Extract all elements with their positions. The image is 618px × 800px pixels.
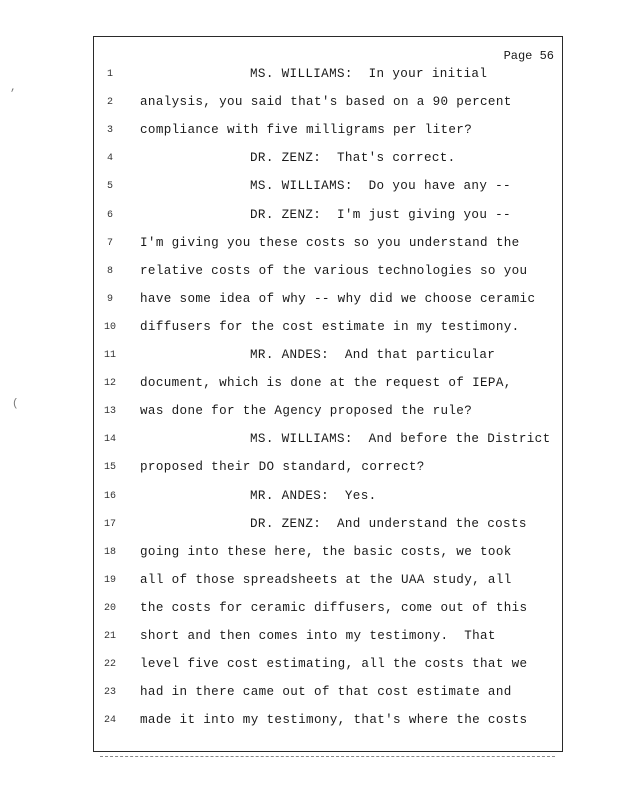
line-number: 14 bbox=[103, 434, 116, 445]
transcript-line: MS. WILLIAMS: In your initial bbox=[250, 67, 488, 81]
line-number: 7 bbox=[106, 238, 113, 249]
transcript-line: all of those spreadsheets at the UAA study, all bbox=[140, 573, 512, 587]
transcript-line: MS. WILLIAMS: And before the District bbox=[250, 432, 551, 446]
transcript-line: diffusers for the cost estimate in my testimony. bbox=[140, 320, 520, 334]
line-number: 24 bbox=[103, 715, 116, 726]
line-number: 5 bbox=[106, 181, 113, 192]
line-number: 11 bbox=[103, 350, 116, 361]
transcript-line: made it into my testimony, that's where the costs bbox=[140, 713, 528, 727]
bottom-divider bbox=[100, 756, 555, 757]
line-number: 21 bbox=[103, 631, 116, 642]
line-number: 20 bbox=[103, 603, 116, 614]
line-number: 22 bbox=[103, 659, 116, 670]
transcript-line: going into these here, the basic costs, we took bbox=[140, 545, 512, 559]
transcript-line: short and then comes into my testimony. That bbox=[140, 629, 496, 643]
transcript-line: analysis, you said that's based on a 90 percent bbox=[140, 95, 512, 109]
transcript-line: the costs for ceramic diffusers, come out of this bbox=[140, 601, 528, 615]
transcript-line: was done for the Agency proposed the rule? bbox=[140, 404, 473, 418]
line-number: 13 bbox=[103, 406, 116, 417]
line-number: 3 bbox=[106, 125, 113, 136]
line-number: 18 bbox=[103, 547, 116, 558]
line-number: 16 bbox=[103, 491, 116, 502]
scan-speck: , bbox=[10, 82, 17, 94]
line-number: 2 bbox=[106, 97, 113, 108]
transcript-line: DR. ZENZ: And understand the costs bbox=[250, 517, 527, 531]
transcript-line: document, which is done at the request of IEPA, bbox=[140, 376, 512, 390]
line-number: 12 bbox=[103, 378, 116, 389]
scan-speck: ( bbox=[12, 398, 19, 410]
transcript-line: MS. WILLIAMS: Do you have any -- bbox=[250, 179, 511, 193]
transcript-line: level five cost estimating, all the costs that we bbox=[140, 657, 528, 671]
line-number: 23 bbox=[103, 687, 116, 698]
line-number: 15 bbox=[103, 462, 116, 473]
line-number: 10 bbox=[103, 322, 116, 333]
line-number: 4 bbox=[106, 153, 113, 164]
line-number: 1 bbox=[106, 69, 113, 80]
transcript-line: proposed their DO standard, correct? bbox=[140, 460, 425, 474]
transcript-line: I'm giving you these costs so you understand the bbox=[140, 236, 520, 250]
transcript-line: have some idea of why -- why did we choose ceramic bbox=[140, 292, 536, 306]
transcript-line: DR. ZENZ: That's correct. bbox=[250, 151, 456, 165]
line-number: 9 bbox=[106, 294, 113, 305]
line-number: 17 bbox=[103, 519, 116, 530]
page-number: Page 56 bbox=[503, 49, 554, 63]
transcript-line: had in there came out of that cost estimate and bbox=[140, 685, 512, 699]
line-number: 19 bbox=[103, 575, 116, 586]
transcript-line: MR. ANDES: Yes. bbox=[250, 489, 377, 503]
transcript-line: MR. ANDES: And that particular bbox=[250, 348, 496, 362]
transcript-page-frame bbox=[93, 36, 563, 752]
transcript-line: DR. ZENZ: I'm just giving you -- bbox=[250, 208, 511, 222]
transcript-line: relative costs of the various technologies so you bbox=[140, 264, 528, 278]
transcript-line: compliance with five milligrams per liter? bbox=[140, 123, 473, 137]
line-number: 8 bbox=[106, 266, 113, 277]
line-number: 6 bbox=[106, 210, 113, 221]
